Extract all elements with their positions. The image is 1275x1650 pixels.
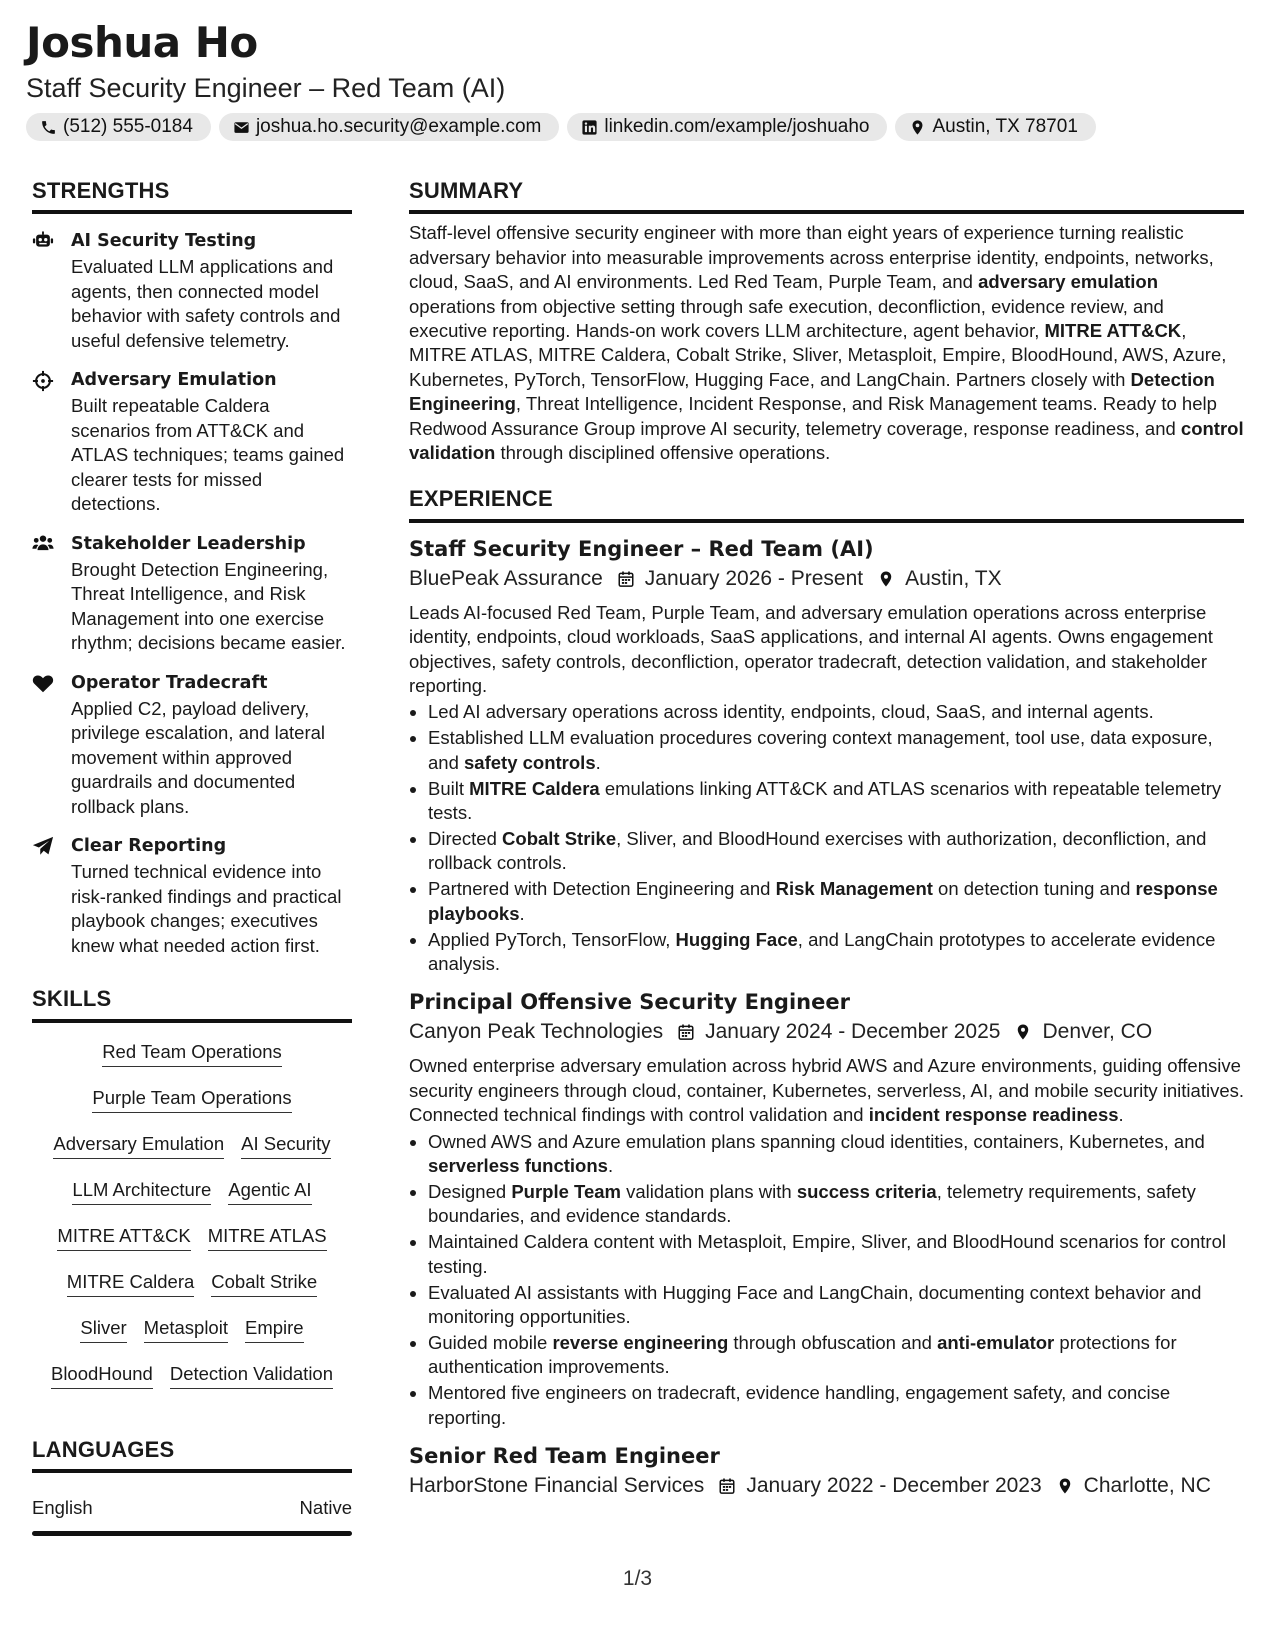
text-run: Directed bbox=[428, 828, 503, 849]
strength-item bbox=[32, 834, 352, 958]
text-run: Led AI adversary operations across identity, endpoints, cloud, SaaS, and internal agents. bbox=[428, 701, 1154, 723]
languages-divider bbox=[32, 1469, 352, 1473]
skills-list bbox=[32, 1041, 352, 1389]
bullet-item bbox=[428, 877, 1244, 926]
skill-tag: MITRE Caldera bbox=[67, 1271, 194, 1297]
summary-section bbox=[409, 178, 1244, 465]
job-dates: January 2022 - December 2023 bbox=[746, 1474, 1042, 1498]
company-name: HarborStone Financial Services bbox=[409, 1474, 705, 1498]
bold-term: adversary emulation bbox=[978, 271, 1159, 293]
company-name: Canyon Peak Technologies bbox=[409, 1020, 664, 1044]
contact-text: linkedin.com/example/joshuaho bbox=[604, 116, 870, 137]
text-run: Owned enterprise adversary emulation across hybrid AWS and Azure environments, guiding offensive security engineers through cloud, container, Kubernetes, serverless, AI, and mobile security initiatives. Connected technical findings with control validation and bbox=[409, 1055, 1244, 1126]
bold-term: control validation bbox=[409, 417, 1244, 464]
skill-tag: Sliver bbox=[80, 1317, 126, 1343]
calendar-icon bbox=[603, 569, 645, 589]
job-meta bbox=[409, 565, 1244, 593]
bullet-item bbox=[428, 827, 1244, 876]
skill-tag: BloodHound bbox=[51, 1363, 153, 1389]
job-location: Denver, CO bbox=[1042, 1020, 1153, 1044]
contact-item[interactable] bbox=[26, 113, 211, 141]
text-run: Leads AI-focused Red Team, Purple Team, and adversary emulation operations across enterprise identity, endpoints, cloud workloads, SaaS applications, and internal AI agents. Owns engagement objectives, safety controls, deconfliction, operator tradecraft, detection validation, and stakeholder reporting. bbox=[409, 601, 1213, 697]
skill-tag: Purple Team Operations bbox=[92, 1087, 291, 1113]
job-title: Senior Red Team Engineer bbox=[409, 1444, 720, 1469]
strengths-section bbox=[32, 178, 352, 958]
bold-term: serverless functions bbox=[428, 1155, 608, 1177]
left-column bbox=[32, 178, 352, 1536]
text-run: protections for authentication improvements. bbox=[428, 1331, 1177, 1378]
skill-tag: MITRE ATT&CK bbox=[57, 1225, 190, 1251]
bold-term: MITRE ATT&CK bbox=[1044, 320, 1182, 342]
bold-term: Purple Team bbox=[511, 1180, 621, 1202]
crosshairs-icon bbox=[32, 370, 54, 390]
text-run: Established LLM evaluation procedures covering context management, tool use, data exposure, and bbox=[428, 727, 1213, 773]
job-title: Principal Offensive Security Engineer bbox=[409, 990, 850, 1015]
skill-tag: AI Security bbox=[241, 1133, 330, 1159]
bold-term: Risk Management bbox=[775, 878, 933, 900]
bullet-item bbox=[428, 1230, 1244, 1279]
languages-list bbox=[32, 1497, 352, 1519]
bullet-item bbox=[428, 700, 1244, 724]
robot-icon bbox=[32, 231, 54, 251]
strength-item bbox=[32, 229, 352, 353]
strength-description: Applied C2, payload delivery, privilege escalation, and lateral movement within approved guardrails and documented rollback plans. bbox=[71, 697, 326, 817]
bullet-item bbox=[428, 1331, 1244, 1380]
text-run: , and LangChain prototypes to accelerate evidence analysis. bbox=[428, 928, 1216, 975]
text-run: . bbox=[595, 751, 601, 773]
skill-tag: MITRE ATLAS bbox=[208, 1225, 327, 1251]
bold-term: incident response readiness bbox=[868, 1104, 1119, 1126]
bold-term: anti-emulator bbox=[937, 1331, 1055, 1353]
strength-title: Operator Tradecraft bbox=[71, 672, 268, 693]
bullet-item bbox=[428, 777, 1244, 826]
contact-item[interactable] bbox=[895, 113, 1095, 141]
contact-text: joshua.ho.security@example.com bbox=[255, 116, 542, 137]
map-pin-icon bbox=[863, 569, 905, 589]
summary-divider bbox=[409, 210, 1244, 214]
text-run: through disciplined offensive operations. bbox=[495, 442, 831, 464]
strength-item bbox=[32, 532, 352, 656]
experience-heading: EXPERIENCE bbox=[409, 486, 553, 512]
text-run: . bbox=[519, 902, 525, 924]
text-run: Applied PyTorch, TensorFlow, bbox=[428, 928, 676, 950]
languages-section bbox=[32, 1437, 352, 1536]
contact-item[interactable] bbox=[567, 113, 887, 141]
job-dates: January 2024 - December 2025 bbox=[705, 1020, 1001, 1044]
text-run: , Threat Intelligence, Incident Response, and Risk Management teams. Ready to help Redwood Assurance Group improve AI security, telemetry coverage, response readiness, and bbox=[409, 393, 1217, 439]
linkedin-icon bbox=[581, 119, 598, 136]
languages-bottom-rule bbox=[32, 1531, 352, 1536]
job-bullets bbox=[409, 700, 1244, 976]
language-level: Native bbox=[299, 1497, 352, 1519]
job-dates: January 2026 - Present bbox=[644, 566, 864, 590]
contact-text: (512) 555-0184 bbox=[63, 116, 193, 137]
skill-tag: Adversary Emulation bbox=[53, 1133, 224, 1159]
strengths-heading: STRENGTHS bbox=[32, 178, 170, 203]
job-location: Austin, TX bbox=[905, 566, 1002, 590]
strengths-list bbox=[32, 229, 352, 958]
skills-section bbox=[32, 986, 352, 1388]
text-run: through obfuscation and bbox=[728, 1331, 938, 1353]
job-entry bbox=[409, 1442, 1244, 1500]
text-run: . bbox=[1118, 1104, 1124, 1126]
users-icon bbox=[32, 534, 54, 554]
bullet-item bbox=[428, 1381, 1244, 1430]
languages-heading: LANGUAGES bbox=[32, 1436, 175, 1462]
skills-divider bbox=[32, 1019, 352, 1023]
job-meta bbox=[409, 1018, 1244, 1046]
job-description bbox=[409, 601, 1244, 699]
skill-tag: Empire bbox=[245, 1317, 304, 1343]
experience-section bbox=[409, 486, 1244, 1500]
language-row bbox=[32, 1497, 352, 1519]
text-run: Owned AWS and Azure emulation plans spanning cloud identities, containers, Kubernetes, and bbox=[428, 1130, 1205, 1152]
job-entry bbox=[409, 988, 1244, 1430]
job-title: Staff Security Engineer – Red Team (AI) bbox=[409, 536, 874, 561]
job-meta bbox=[409, 1472, 1244, 1500]
strength-description: Built repeatable Caldera scenarios from ATT&CK and ATLAS techniques; teams gained clearer tests for missed detections. bbox=[71, 395, 345, 515]
phone-icon bbox=[40, 119, 57, 136]
job-location: Charlotte, NC bbox=[1083, 1474, 1211, 1498]
text-run: Built bbox=[428, 777, 470, 799]
strength-title: Adversary Emulation bbox=[71, 370, 277, 391]
bullet-item bbox=[428, 1130, 1244, 1179]
strength-description: Brought Detection Engineering, Threat Intelligence, and Risk Management into one exercise rhythm; decisions became easier. bbox=[71, 558, 346, 654]
bullet-item bbox=[428, 928, 1244, 977]
bold-term: Cobalt Strike bbox=[502, 828, 617, 849]
candidate-name: Joshua Ho bbox=[26, 18, 258, 67]
candidate-title: Staff Security Engineer – Red Team (AI) bbox=[26, 73, 506, 103]
text-run: on detection tuning and bbox=[932, 878, 1136, 900]
text-run: Designed bbox=[428, 1180, 512, 1202]
strength-item bbox=[32, 368, 352, 517]
bullet-item bbox=[428, 726, 1244, 775]
map-pin-icon bbox=[1042, 1476, 1084, 1496]
company-name: BluePeak Assurance bbox=[409, 566, 603, 590]
text-run: . bbox=[607, 1155, 614, 1177]
map-pin-icon bbox=[909, 119, 926, 136]
strength-title: AI Security Testing bbox=[71, 231, 257, 252]
text-run: , telemetry requirements, safety boundaries, and evidence standards. bbox=[428, 1180, 1196, 1227]
text-run: , Sliver, and BloodHound exercises with authorization, deconfliction, and rollback controls. bbox=[428, 828, 1207, 874]
skill-tag: Detection Validation bbox=[170, 1363, 333, 1389]
text-run: validation plans with bbox=[620, 1180, 797, 1202]
contact-bar bbox=[26, 113, 1096, 141]
text-run: operations from objective setting through safe execution, deconfliction, evidence review, and executive reporting. Hands-on work covers LLM architecture, agent behavior, bbox=[409, 295, 1164, 342]
envelope-icon bbox=[233, 119, 250, 136]
jobs-list bbox=[409, 535, 1244, 1500]
skill-tag: LLM Architecture bbox=[72, 1179, 211, 1205]
summary-heading: SUMMARY bbox=[409, 178, 524, 203]
skill-tag: Metasploit bbox=[144, 1317, 228, 1343]
skill-tag: Red Team Operations bbox=[102, 1041, 282, 1067]
job-bullets bbox=[409, 1130, 1244, 1430]
contact-text: Austin, TX 78701 bbox=[932, 116, 1078, 137]
text-run: Partnered with Detection Engineering and bbox=[428, 878, 776, 900]
bold-term: success criteria bbox=[796, 1180, 937, 1202]
text-run: emulations linking ATT&CK and ATLAS scenarios with repeatable telemetry tests. bbox=[428, 777, 1222, 824]
bullet-item bbox=[428, 1281, 1244, 1330]
experience-divider bbox=[409, 519, 1244, 523]
text-run: Evaluated AI assistants with Hugging Face and LangChain, documenting context behavior and monitoring opportunities. bbox=[428, 1281, 1202, 1327]
heart-icon bbox=[32, 673, 54, 693]
bold-term: reverse engineering bbox=[552, 1331, 729, 1353]
text-run: Guided mobile bbox=[428, 1331, 553, 1353]
strength-description: Turned technical evidence into risk-ranked findings and practical playbook changes; executives knew what needed action first. bbox=[71, 861, 342, 956]
skills-heading: SKILLS bbox=[32, 986, 112, 1012]
strength-description: Evaluated LLM applications and agents, then connected model behavior with safety controls and useful defensive telemetry. bbox=[71, 256, 341, 351]
bold-term: Detection Engineering bbox=[409, 368, 1215, 415]
page-number: 1/3 bbox=[622, 1567, 653, 1590]
language-name: English bbox=[32, 1497, 93, 1519]
text-run: Mentored five engineers on tradecraft, evidence handling, engagement safety, and concise reporting. bbox=[428, 1382, 1171, 1428]
job-description bbox=[409, 1054, 1244, 1127]
strength-title: Stakeholder Leadership bbox=[71, 533, 306, 554]
map-pin-icon bbox=[1000, 1022, 1042, 1042]
paper-plane-icon bbox=[32, 836, 54, 856]
calendar-icon bbox=[704, 1476, 746, 1496]
skill-tag: Agentic AI bbox=[228, 1179, 311, 1205]
bold-term: Hugging Face bbox=[675, 928, 798, 950]
bullet-item bbox=[428, 1180, 1244, 1229]
text-run: Maintained Caldera content with Metasploit, Empire, Sliver, and BloodHound scenarios for control testing. bbox=[428, 1231, 1226, 1277]
calendar-icon bbox=[663, 1022, 705, 1042]
bold-term: MITRE Caldera bbox=[469, 777, 600, 799]
skill-tag: Cobalt Strike bbox=[211, 1271, 317, 1297]
text-run: , MITRE ATLAS, MITRE Caldera, Cobalt Strike, Sliver, Metasploit, Empire, BloodHound, AWS, Azure, Kubernetes, PyTorch, TensorFlow, Hugging Face, and LangChain. Partners closely with bbox=[409, 320, 1227, 390]
text-run: Staff-level offensive security engineer with more than eight years of experience turning realistic adversary behavior into measurable improvements across enterprise identity, endpoints, networks, cloud, SaaS, and AI environments. Led Red Team, Purple Team, and bbox=[409, 222, 1214, 293]
bold-term: response playbooks bbox=[428, 878, 1218, 924]
strengths-divider bbox=[32, 210, 352, 214]
right-column bbox=[409, 178, 1244, 1500]
bold-term: safety controls bbox=[464, 751, 596, 773]
strength-title: Clear Reporting bbox=[71, 836, 227, 857]
strength-item bbox=[32, 671, 352, 820]
contact-item[interactable] bbox=[219, 113, 559, 141]
job-entry bbox=[409, 535, 1244, 977]
summary-text bbox=[409, 221, 1244, 465]
